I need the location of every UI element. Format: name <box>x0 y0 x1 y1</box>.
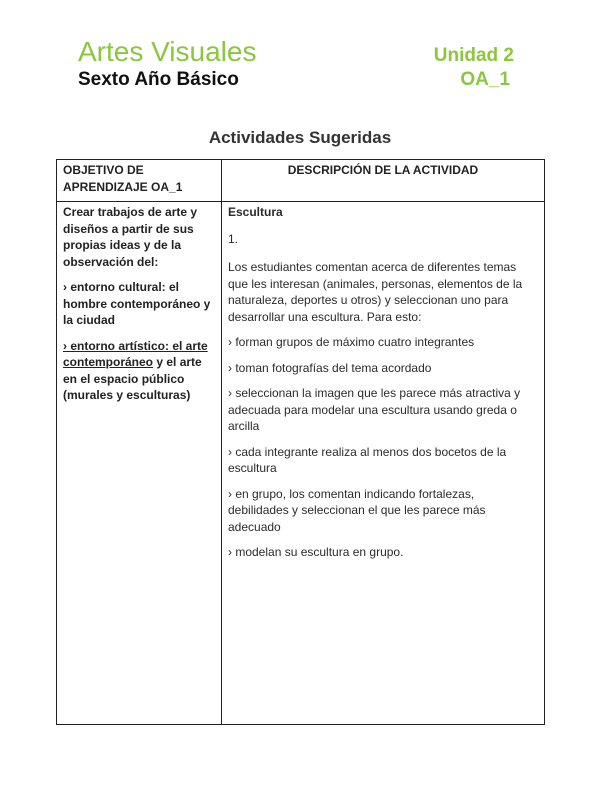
objective-item-artistic-underlined-2: contemporáneo <box>63 355 154 369</box>
description-cell <box>222 202 545 725</box>
objective-item-cultural: › entorno cultural: el hombre contemporáneo y la ciudad <box>63 280 211 327</box>
activity-step: › forman grupos de máximo cuatro integrantes <box>228 335 475 349</box>
objective-item-artistic-rest: y el arte en el espacio público (murales y esculturas) <box>63 355 202 402</box>
activity-intro: Los estudiantes comentan acerca de diferentes temas que les interesan (animales, personas, elementos de la naturaleza, deportes u otros) y seleccionan uno para desarrollar una escultura. Para esto: <box>228 260 523 324</box>
activity-title: Escultura <box>228 205 283 219</box>
objective-column-header: OBJETIVO DE APRENDIZAJE OA_1 <box>57 160 222 202</box>
description-column-header: DESCRIPCIÓN DE LA ACTIVIDAD <box>222 160 545 202</box>
section-title: Actividades Sugeridas <box>208 128 392 147</box>
activity-step: › toman fotografías del tema acordado <box>228 360 432 375</box>
table-row <box>57 202 545 725</box>
subject-title: Artes Visuales <box>78 36 257 67</box>
activities-table <box>56 159 545 725</box>
objective-item-artistic-underlined-1: › entorno artístico: el arte <box>63 338 208 353</box>
activity-step: › cada integrante realiza al menos dos bocetos de la escultura <box>228 444 507 475</box>
grade-subtitle: Sexto Año Básico <box>78 69 239 90</box>
activity-step: › seleccionan la imagen que les parece más atractiva y adecuada para modelar una escultura usando greda o arcilla <box>228 386 521 433</box>
activity-step: › en grupo, los comentan indicando fortalezas, debilidades y seleccionan el que les parece más adecuado <box>228 486 486 534</box>
objective-item-artistic <box>63 338 215 404</box>
activity-number: 1. <box>228 231 239 246</box>
objective-intro: Crear trabajos de arte y diseños a partir de sus propias ideas y de la observación del: <box>63 205 198 269</box>
unit-label: Unidad 2 <box>433 45 514 66</box>
objective-cell <box>57 202 222 725</box>
document-header <box>78 36 518 96</box>
activity-step: › modelan su escultura en grupo. <box>228 545 404 559</box>
oa-label: OA_1 <box>460 69 510 90</box>
table-header-row <box>57 160 545 202</box>
